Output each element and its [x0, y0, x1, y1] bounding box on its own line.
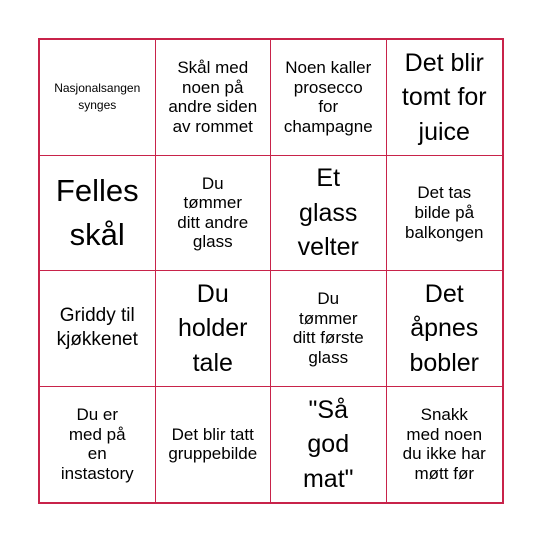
bingo-cell[interactable] — [40, 40, 156, 156]
bingo-cell[interactable] — [271, 387, 387, 503]
bingo-cell-text: Snakk med noen du ikke har møtt før — [402, 405, 486, 483]
bingo-cell-text: Det blir tomt for juice — [401, 48, 487, 146]
bingo-cell-text: Det tas bilde på balkongen — [405, 183, 484, 242]
bingo-cell[interactable] — [156, 156, 272, 272]
bingo-cell[interactable] — [271, 40, 387, 156]
bingo-cell-text: Det åpnes bobler — [409, 279, 479, 377]
bingo-cell-text: Du tømmer ditt første glass — [292, 289, 364, 367]
bingo-cell-text: Noen kaller prosecco for champagne — [283, 58, 373, 136]
bingo-cell[interactable] — [40, 271, 156, 387]
bingo-cell-text: Skål med noen på andre siden av rommet — [168, 58, 258, 136]
bingo-cell[interactable] — [387, 40, 503, 156]
bingo-cell[interactable] — [156, 40, 272, 156]
bingo-cell-text: Du er med på en instastory — [60, 405, 134, 483]
bingo-cell-text: Et glass velter — [297, 164, 359, 261]
bingo-cell[interactable] — [387, 387, 503, 503]
bingo-cell[interactable] — [387, 156, 503, 272]
bingo-cell-text: Felles skål — [55, 172, 139, 252]
bingo-cell-text: Det blir tatt gruppebilde — [168, 424, 258, 464]
bingo-cell-text: Nasjonalsangen synges — [54, 81, 141, 113]
bingo-cell[interactable] — [156, 271, 272, 387]
bingo-cell[interactable] — [271, 156, 387, 272]
bingo-cell[interactable] — [156, 387, 272, 503]
bingo-cell[interactable] — [387, 271, 503, 387]
bingo-cell-text: Griddy til kjøkkenet — [56, 304, 138, 351]
bingo-cell[interactable] — [271, 271, 387, 387]
bingo-cell-text: Du holder tale — [178, 279, 248, 377]
bingo-cell[interactable] — [40, 387, 156, 503]
bingo-board — [38, 38, 504, 504]
bingo-cell-text: Du tømmer ditt andre glass — [177, 173, 249, 252]
bingo-cell-text: "Så god mat" — [302, 395, 354, 493]
bingo-cell[interactable] — [40, 156, 156, 272]
